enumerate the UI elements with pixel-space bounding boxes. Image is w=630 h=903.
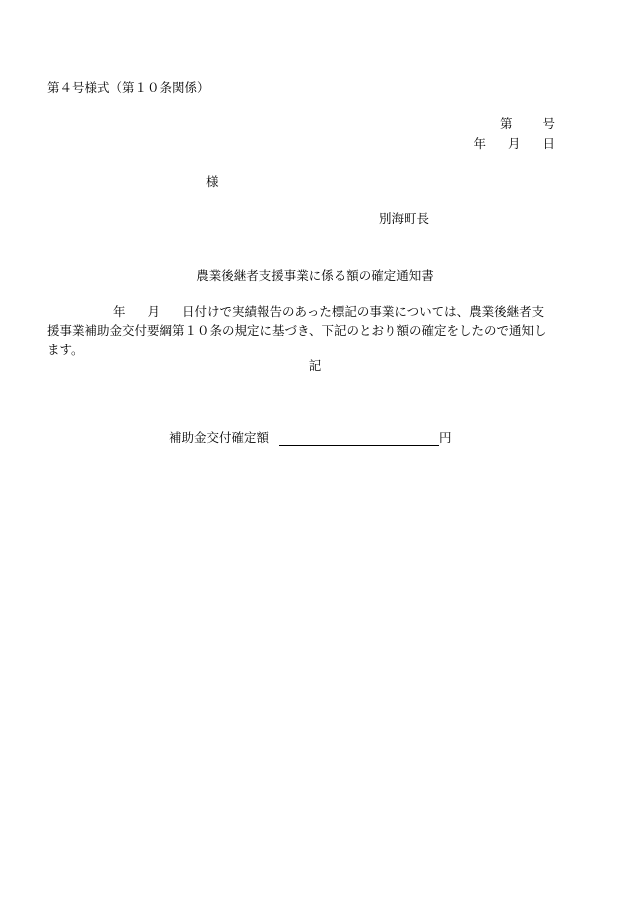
issue-date bbox=[473, 136, 555, 152]
recipient-honorific: 様 bbox=[206, 174, 219, 189]
recipient bbox=[206, 174, 219, 190]
ki-heading: 記 bbox=[308, 358, 322, 373]
body-line-2: 援事業補助金交付要綱第１０条の規定に基づき、下記のとおり額の確定をしたので通知し bbox=[47, 323, 547, 338]
date-month: 月 bbox=[507, 136, 521, 151]
body-month: 月 bbox=[147, 304, 161, 319]
date-day: 日 bbox=[542, 136, 555, 151]
body-line-3: ます。 bbox=[47, 342, 84, 357]
amount-blank-line bbox=[279, 431, 439, 446]
body-text bbox=[47, 302, 582, 359]
document-number-suffix: 号 bbox=[542, 116, 555, 131]
amount-label: 補助金交付確定額 bbox=[169, 430, 270, 445]
document-title: 農業後継者支援事業に係る額の確定通知書 bbox=[196, 268, 434, 283]
body-year: 年 bbox=[113, 304, 126, 319]
date-year: 年 bbox=[473, 136, 486, 151]
document-number bbox=[500, 116, 555, 132]
body-line-1 bbox=[47, 302, 582, 321]
form-number: 第４号様式（第１０条関係） bbox=[47, 80, 210, 95]
document-number-prefix: 第 bbox=[499, 116, 513, 131]
issuer-name: 別海町長 bbox=[379, 211, 430, 226]
amount-row bbox=[169, 430, 452, 446]
body-line-1-rest: 日付けで実績報告のあった標記の事業については、農業後継者支 bbox=[182, 304, 545, 319]
amount-unit: 円 bbox=[439, 430, 452, 445]
